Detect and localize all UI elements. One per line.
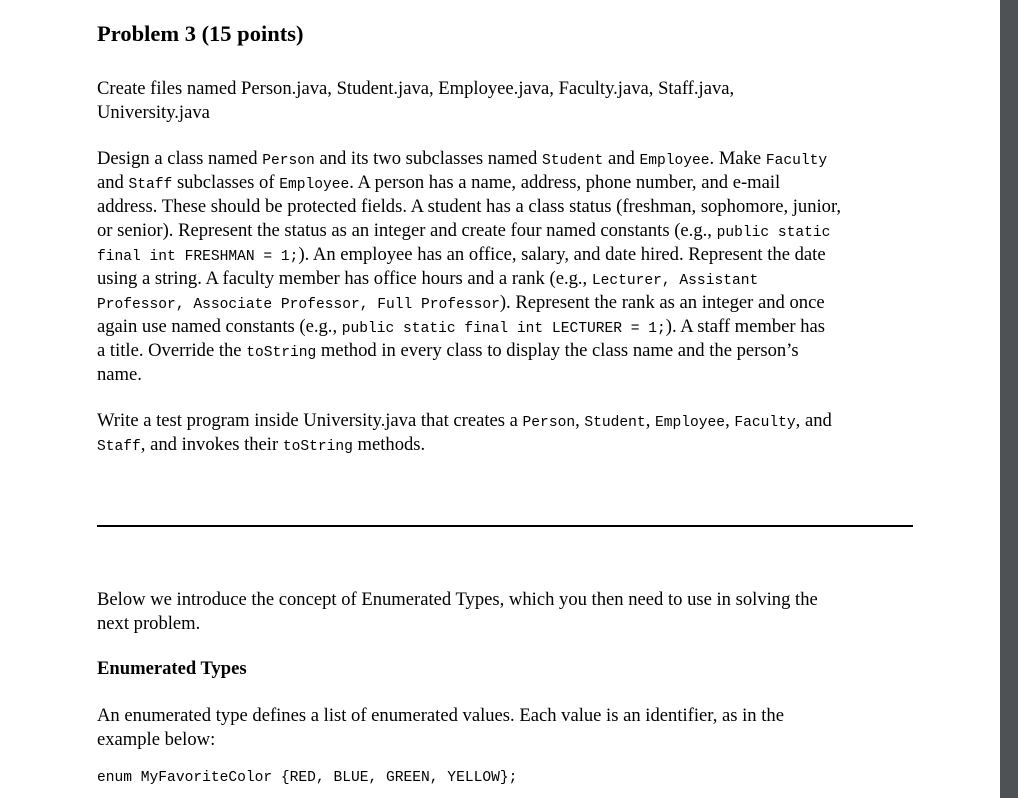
design-line-4: or senior). Represent the status as an integer and create four named constants (e.g., public static [97,220,831,241]
test-line-1: Write a test program inside University.java that creates a Person, Student, Employee, Faculty, and [97,410,832,431]
enum-line-2: example below: [97,729,216,750]
design-line-3: address. These should be protected fields. A student has a class status (freshman, sophomore, junior, [97,196,842,217]
intro-line-1: Below we introduce the concept of Enumerated Types, which you then need to use in solving the [97,589,818,610]
viewer-background-edge [1000,0,1018,798]
enum-code-example: enum MyFavoriteColor {RED, BLUE, GREEN, YELLOW}; [97,770,518,786]
test-line-2: Staff, and invokes their toString methods. [97,434,426,455]
section-divider [97,525,913,527]
files-line-2: University.java [97,102,210,123]
design-line-6: using a string. A faculty member has office hours and a rank (e.g., Lecturer, Assistant [97,268,759,289]
design-line-7: Professor, Associate Professor, Full Professor). Represent the rank as an integer and once [97,292,825,313]
design-line-2: and Staff subclasses of Employee. A person has a name, address, phone number, and e-mail [97,172,781,193]
design-line-5: final int FRESHMAN = 1;). An employee has an office, salary, and date hired. Represent the date [97,244,826,265]
problem-title: Problem 3 (15 points) [97,21,304,46]
enum-line-1: An enumerated type defines a list of enumerated values. Each value is an identifier, as in the [97,705,784,726]
files-line-1: Create files named Person.java, Student.java, Employee.java, Faculty.java, Staff.java, [97,78,735,99]
intro-line-2: next problem. [97,613,201,634]
design-line-9: a title. Override the toString method in every class to display the class name and the person’s [97,340,799,361]
design-line-10: name. [97,364,142,385]
design-line-8: again use named constants (e.g., public static final int LECTURER = 1;). A staff member has [97,316,826,337]
design-line-1: Design a class named Person and its two subclasses named Student and Employee. Make Faculty [97,148,828,169]
enum-heading: Enumerated Types [97,658,247,679]
